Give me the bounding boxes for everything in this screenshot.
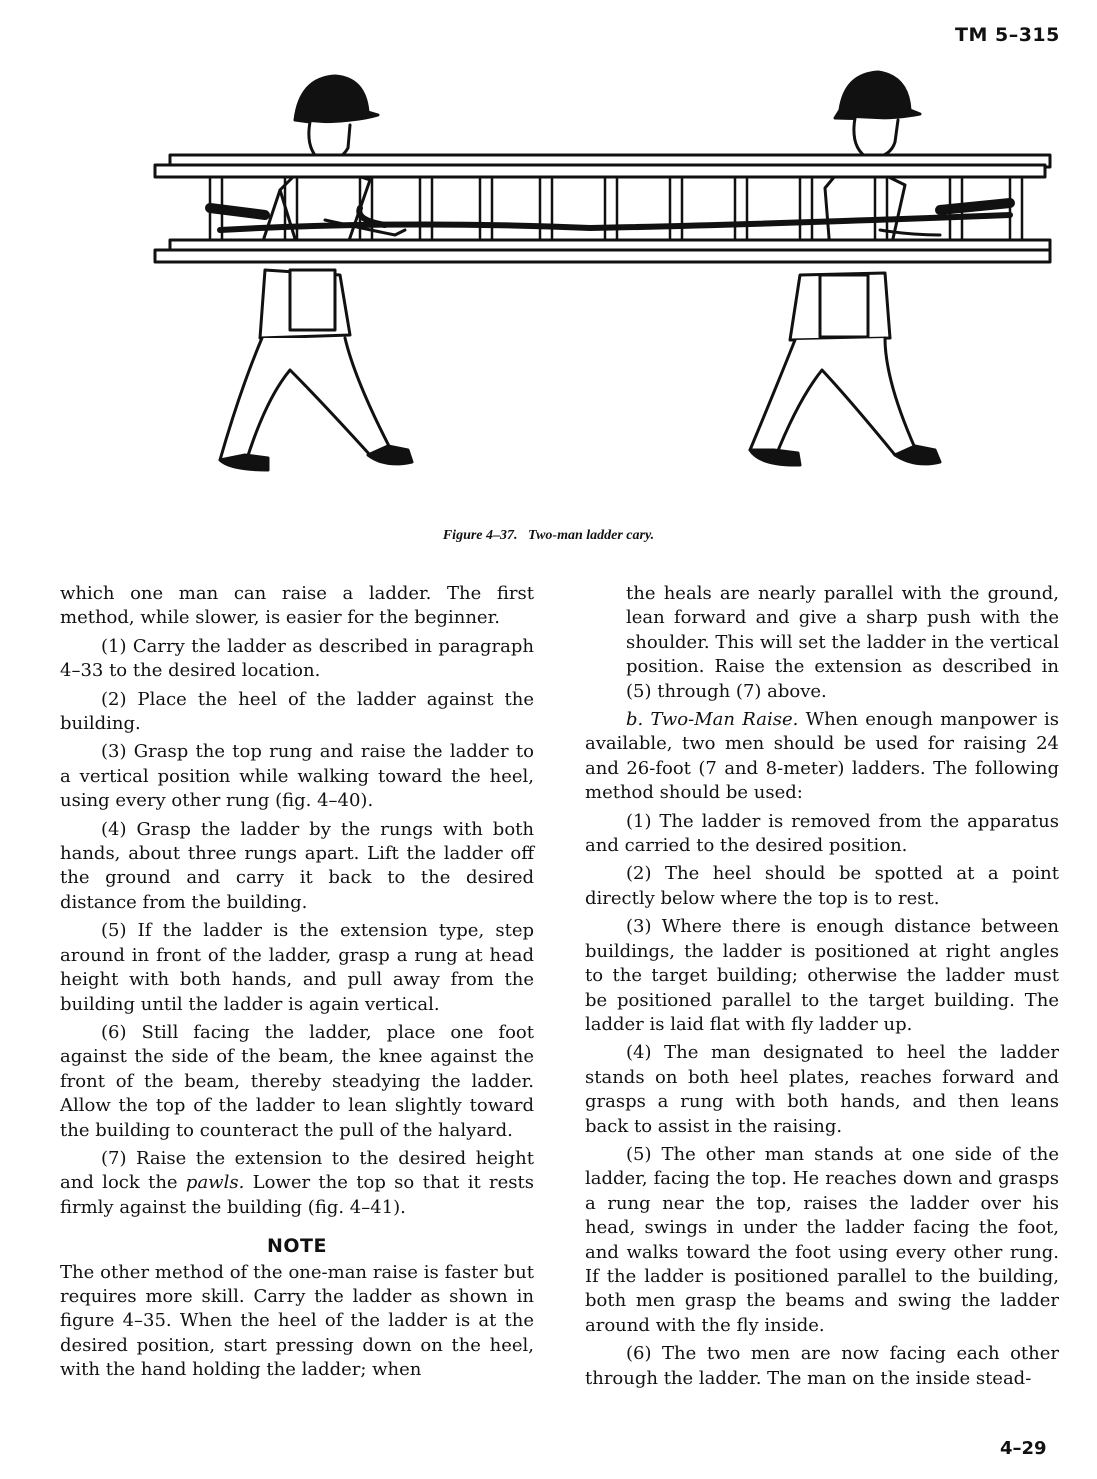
paragraph: (6) The two men are now facing each other through the ladder. The man on the inside stead- [585,1343,1059,1389]
paragraph: (3) Grasp the top rung and raise the ladder to a vertical position while walking toward the heel, using every other rung (fig. 4–40). [60,741,534,812]
paragraph [60,1147,534,1220]
subsection-heading: b. Two-Man Raise. [626,709,799,731]
paragraph: (2) Place the heel of the ladder against the building. [60,688,534,735]
left-column [60,582,534,1387]
paragraph: (5) The other man stands at one side of the ladder, facing the top. He reaches down and grasps a rung near the top, raises the ladder over his head, swings in under the ladder facing the foot, and walks toward the foot using every other rung. If the ladder is positioned parallel to the building, both men grasp the beams and swing the ladder around with the fly inside. [585,1143,1059,1336]
left-firefighter [210,76,412,470]
page-number: 4–29 [1000,1438,1047,1459]
two-man-ladder-carry-illustration [150,70,1060,510]
note-body: The other method of the one-man raise is faster but requires more skill. Carry the ladder as shown in figure 4–35. When the heel of the ladder is at the desired position, start pressing down on the heel, with the hand holding the ladder; when [60,1261,534,1381]
figure-caption-text: Two-man ladder cary. [528,528,655,543]
paragraph: which one man can raise a ladder. The first method, while slower, is easier for the beginner. [60,583,534,629]
right-firefighter [750,72,1010,465]
paragraph: (2) The heel should be spotted at a point directly below where the top is to rest. [585,863,1059,909]
paragraph: (1) Carry the ladder as described in paragraph 4–33 to the desired location. [60,635,534,682]
figure-caption-label: Figure 4–37. [442,528,518,543]
text-run: Lower the top so that it rests firmly against the building (fig. 4–41). [60,1172,534,1218]
paragraph: the heals are nearly parallel with the ground, lean forward and give a sharp push with the shoulder. This will set the ladder in the vertical position. Raise the extension as described in (5) through (7) above. [626,583,1059,702]
paragraph: (3) Where there is enough distance between buildings, the ladder is positioned at right angles to the target building; otherwise the ladder must be positioned parallel to the target building. The ladder is laid flat with fly ladder up. [585,916,1059,1035]
paragraph: (4) Grasp the ladder by the rungs with both hands, about three rungs apart. Lift the ladder off the ground and carry it back to the desired distance from the building. [60,818,534,913]
paragraph: (5) If the ladder is the extension type, step around in front of the ladder, grasp a rung at head height with both hands, and pull away from the building until the ladder is again vertical. [60,920,534,1015]
manual-code: TM 5–315 [955,24,1060,46]
right-column [585,582,1059,1395]
italic-term: pawls. [185,1172,245,1194]
paragraph: (6) Still facing the ladder, place one foot against the side of the beam, the knee against the front of the beam, thereby steadying the ladder. Allow the top of the ladder to lean slightly toward the building to counteract the pull of the halyard. [60,1021,534,1141]
text-run: When enough manpower is available, two men should be used for raising 24 and 26-foot (7 and 8-meter) ladders. The following method should be used: [585,709,1059,804]
text-run: (7) Raise the extension to the desired height and lock the [60,1147,534,1194]
figure-caption [0,528,1097,544]
figure-illustration [150,70,1060,510]
paragraph: (4) The man designated to heel the ladder stands on both heel plates, reaches forward and grasps a rung with both hands, and then leans back to assist in the raising. [585,1042,1059,1137]
paragraph [585,708,1059,806]
paragraph: (1) The ladder is removed from the apparatus and carried to the desired position. [585,810,1059,857]
note-heading: NOTE [267,1235,327,1258]
